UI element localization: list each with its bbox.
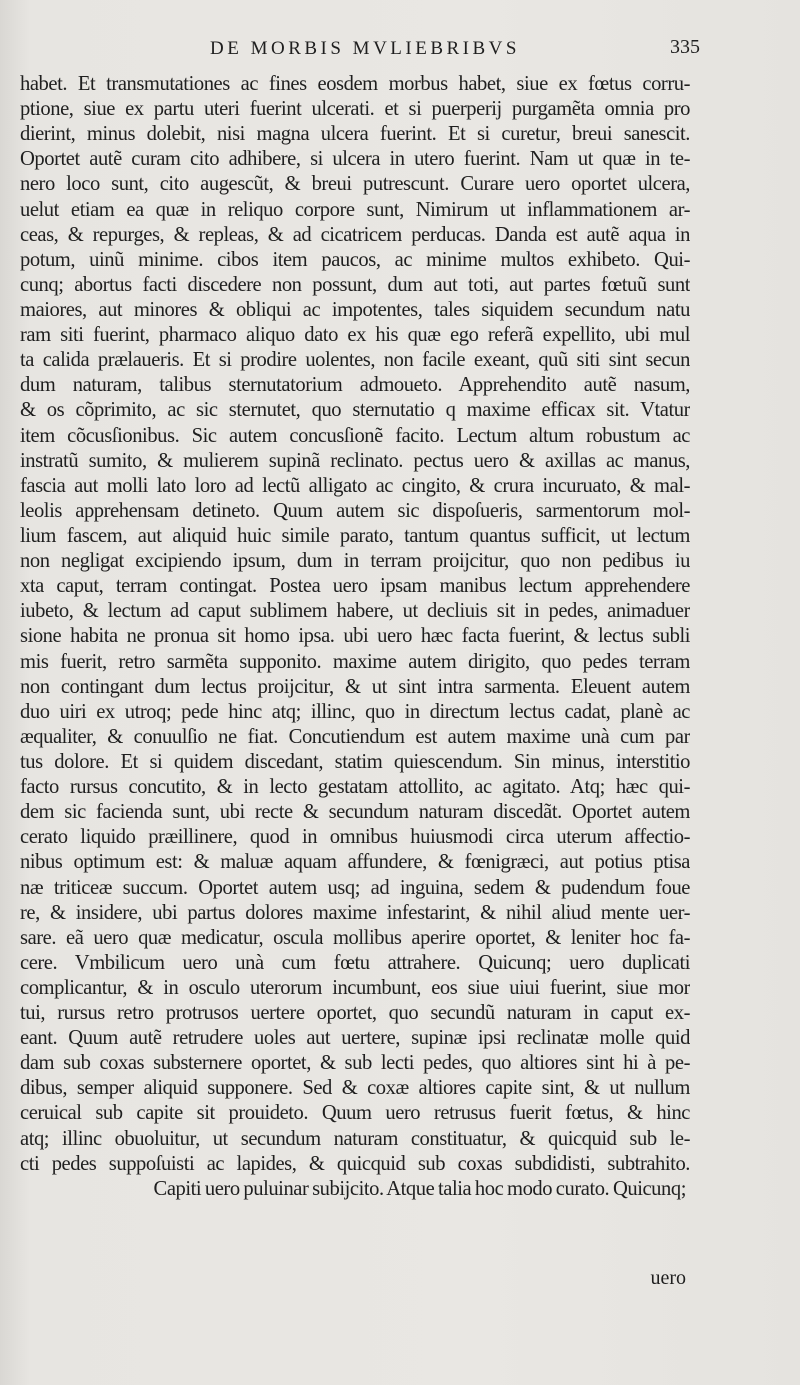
text-line: ta calida prælaueris. Et si prodire uolentes, non facile exeant, quũ siti sint secun [20, 349, 690, 372]
text-line: næ triticeæ succum. Oportet autem usq; ad inguina, sedem & pudendum foue [20, 876, 690, 899]
text-line: tus dolore. Et si quidem discedant, statim quiescendum. Sin minus, interstitio [20, 750, 690, 773]
text-line: dum naturam, talibus sternutatorium admoueto. Apprehendito autẽ nasum, [20, 374, 690, 397]
text-line: nibus optimum est: & maluæ aquam affundere, & fœnigræci, aut potius ptisa [20, 851, 690, 874]
text-line: sare. eã uero quæ medicatur, oscula mollibus aperire oportet, & leniter hoc fa- [20, 926, 690, 949]
text-line: nero loco sunt, cito augescũt, & breui putrescunt. Curare uero oportet ulcera, [20, 173, 690, 196]
text-line: mis fuerit, retro sarmẽta supponito. maxime autem dirigito, quo pedes terram [20, 650, 690, 673]
text-line: maiores, aut minores & obliqui ac impotentes, tales siquidem secundum natu [20, 298, 690, 321]
text-line: ceruical sub capite sit prouideto. Quum uero retrusus fuerit fœtus, & hinc [20, 1102, 690, 1125]
text-line: & os cõprimito, ac sic sternutet, quo sternutatio q maxime efficax sit. Vtatur [20, 399, 690, 422]
text-line: lium fascem, aut aliquid huic simile parato, tantum quantus sufficit, ut lectum [20, 524, 690, 547]
text-line: xta caput, terram contingat. Postea uero ipsam manibus lectum apprehendere [20, 575, 690, 598]
text-line: potum, uinũ minime. cibos item paucos, ac minime multos exhibeto. Qui- [20, 248, 690, 271]
running-head [0, 38, 800, 68]
text-line: non negligat excipiendo ipsum, dum in terram proijcitur, quo non pedibus iu [20, 550, 690, 573]
text-line: cti pedes suppoſuisti ac lapides, & quicquid sub coxas subdidisti, subtrahito. [20, 1152, 690, 1175]
text-line: leolis apprehensam detineto. Quum autem sic dispoſueris, sarmentorum mol- [20, 499, 690, 522]
text-line: Capiti uero puluinar subijcito. Atque talia hoc modo curato. Quicunq; [153, 1177, 686, 1200]
text-line: facto rursus concutito, & in lecto gestatam attollito, ac agitato. Atq; hæc qui- [20, 776, 690, 799]
text-line: tui, rursus retro protrusos uertere oportet, quo secundũ naturam in caput ex- [20, 1002, 690, 1025]
text-line: dierint, minus dolebit, nisi magna ulcera fuerint. Et si curetur, breui sanescit. [20, 123, 690, 146]
text-line: sione habita ne pronua sit homo ipsa. ubi uero hæc facta fuerint, & lectus subli [20, 625, 690, 648]
text-line: ram siti fuerint, pharmaco aliquo dato ex his quæ ego referã expellito, ubi mul [20, 324, 690, 347]
text-line: duo uiri ex utroq; pede hinc atq; illinc, quo in directum lectus cadat, planè ac [20, 700, 690, 723]
text-line: uelut etiam ea quæ in reliquo corpore sunt, Nimirum ut inflammationem ar- [20, 198, 690, 221]
text-line: Oportet autẽ curam cito adhibere, si ulcera in utero fuerint. Nam ut quæ in te- [20, 148, 690, 171]
body-text [20, 72, 690, 1202]
text-line: re, & insidere, ubi partus dolores maxime infestarint, & nihil aliud mente uer- [20, 901, 690, 924]
page-number: 335 [670, 36, 700, 58]
text-line: habet. Et transmutationes ac fines eosdem morbus habet, siue ex fœtus corru- [20, 73, 690, 95]
text-line: cerato liquido præillinere, quod in omnibus huiusmodi circa uterum affectio- [20, 826, 690, 849]
running-title: DE MORBIS MVLIEBRIBVS [210, 38, 520, 59]
text-line: æqualiter, & conuulſio ne fiat. Concutiendum est autem maxime unà cum par [20, 725, 690, 748]
text-line: eant. Quum autẽ retrudere uoles aut uertere, supinæ ipsi reclinatæ molle quid [20, 1027, 690, 1050]
text-line: ptione, siue ex partu uteri fuerint ulcerati. et si puerperij purgamẽta omnia pro [20, 98, 690, 121]
text-line: cere. Vmbilicum uero unà cum fœtu attrahere. Quicunq; uero duplicati [20, 951, 690, 974]
text-line: atq; illinc obuoluitur, ut secundum naturam constituatur, & quicquid sub le- [20, 1127, 690, 1150]
text-line: fascia aut molli lato loro ad lectũ alligato ac cingito, & crura incuruato, & mal- [20, 474, 690, 497]
text-line: dam sub coxas substernere oportet, & sub lecti pedes, quo altiores sint hi à pe- [20, 1052, 690, 1075]
catchword: uero [650, 1267, 686, 1289]
text-line: complicantur, & in osculo uterorum incumbunt, eos siue uiui fuerint, siue mor [20, 976, 690, 999]
text-line: ceas, & repurges, & repleas, & ad cicatricem perducas. Danda est autẽ aqua in [20, 223, 690, 246]
text-line: dem sic facienda sunt, ubi recte & secundum naturam discedãt. Oportet autem [20, 801, 690, 824]
text-line: iubeto, & lectum ad caput sublimem habere, ut decliuis sit in pedes, animaduer [20, 600, 690, 623]
text-line: non contingant dum lectus proijcitur, & ut sint intra sarmenta. Eleuent autem [20, 675, 690, 698]
text-line: cunq; abortus facti discedere non possunt, dum aut toti, aut partes fœtuũ sunt [20, 273, 690, 296]
text-line: dibus, semper aliquid supponere. Sed & coxæ altiores capite sint, & ut nullum [20, 1077, 690, 1100]
text-line: instratũ sumito, & mulierem supinã reclinato. pectus uero & axillas ac manus, [20, 449, 690, 472]
text-line: item cõcusſionibus. Sic autem concusſionẽ facito. Lectum altum robustum ac [20, 424, 690, 447]
